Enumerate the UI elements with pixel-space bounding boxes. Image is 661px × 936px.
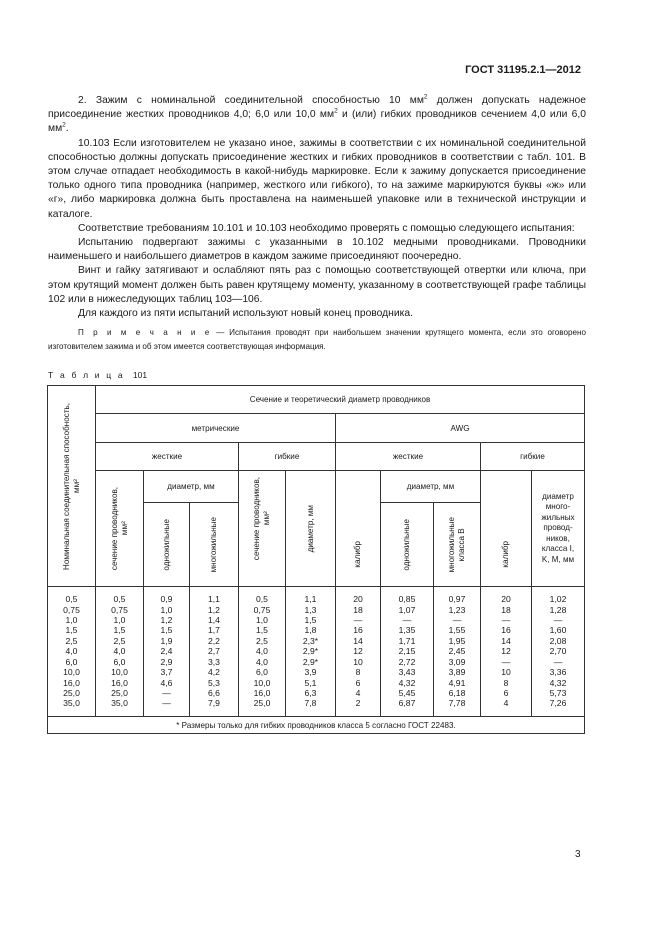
table-cell: 16,0 [63, 677, 80, 688]
standard-header: ГОСТ 31195.2.1—2012 [465, 64, 581, 76]
awg-flex-gauge-header: калибр [481, 471, 532, 587]
column-nominal [48, 587, 96, 717]
table-cell: 1,3 [304, 604, 317, 615]
table-cell: 20 [353, 594, 363, 605]
awg-gauge-header: калибр [336, 471, 381, 587]
table-cell: 4,2 [208, 667, 220, 678]
table-cell: 2,9* [302, 656, 319, 667]
table-cell: 1,2 [208, 604, 220, 615]
table-cell: — [402, 615, 412, 626]
table-cell: 3,36 [549, 667, 567, 678]
table-cell: 4,0 [256, 646, 268, 657]
table-cell: 2,15 [398, 646, 416, 657]
table-cell: 18 [501, 604, 511, 615]
table-cell: 25,0 [63, 687, 80, 698]
table-cell: 1,7 [208, 625, 220, 636]
table-cell: 10 [501, 667, 511, 678]
table-cell: 1,28 [549, 604, 567, 615]
table-cell: 10,0 [111, 667, 128, 678]
table-cell: 4,32 [398, 677, 416, 688]
table-cell: 4 [503, 698, 509, 709]
note-text: — Испытания проводят при наибольшем значении крутящего момента, если это оговорено изготовителем зажима и об этом имеется соответствующая информация. [48, 328, 586, 351]
paragraph-10-103: 10.103 Если изготовителем не указано иное, зажимы в соответствии с их номинальной соединительной способностью должны допускать присоединение жестких и гибких проводников в соответствии с табл. 101. В этом случае отпадает необходимость в какой-нибудь маркировке. Если к зажиму допускается присоединение только одного типа проводника (например, жесткого или гибкого), то на зажиме маркируются буквы «ж» или «г», либо маркировка должна быть проставлена на наименьшей упаковке или в технической инструкции и каталоге. [48, 137, 586, 220]
table-cell: 4,91 [448, 677, 466, 688]
table-cell: 1,0 [160, 604, 173, 615]
table-cell: — [162, 687, 171, 698]
table-cell: 1,02 [549, 594, 567, 605]
table-cell: 5,1 [304, 677, 317, 688]
table-cell: 0,9 [160, 594, 173, 605]
section-diameter-header: Сечение и теоретический диаметр проводников [96, 386, 585, 414]
table-cell: 2,3* [302, 635, 319, 646]
metric-rigid-header: жесткие [96, 443, 239, 471]
awg-diameter-header: диаметр, мм [381, 471, 481, 503]
awg-flexible-header: гибкие [481, 443, 585, 471]
page-number: 3 [575, 849, 581, 860]
table-cell: — [353, 615, 363, 626]
table-cell: 16,0 [111, 677, 128, 688]
table-cell: 1,2 [160, 615, 173, 626]
table-cell: 12 [501, 646, 511, 657]
table-cell: 1,0 [113, 615, 126, 626]
table-cell: 1,95 [448, 635, 466, 646]
flexible-diameter-header: диаметр, мм [286, 471, 336, 587]
table-cell: 6,18 [448, 687, 466, 698]
table-cell: 3,89 [448, 667, 466, 678]
table-cell: 4 [355, 687, 361, 698]
table-cell: 4,0 [113, 646, 126, 657]
table-cell: 8 [503, 677, 509, 688]
table-cell: 3,7 [160, 667, 173, 678]
awg-rigid-header: жесткие [336, 443, 481, 471]
table-cell: 1,9 [160, 635, 173, 646]
table-caption: Т а б л и ц а 101 [48, 370, 148, 380]
metric-multi-wire-header: многожильные [190, 503, 239, 587]
awg-single-wire-header: одножильные [381, 503, 434, 587]
table-cell: 6,3 [304, 687, 317, 698]
table-footnote: * Размеры только для гибких проводников класса 5 согласно ГОСТ 22483. [48, 717, 585, 734]
table-cell: 0,5 [256, 594, 268, 605]
table-cell: 1,5 [113, 625, 126, 636]
table-cell: — [501, 615, 511, 626]
table-cell: 10,0 [253, 677, 271, 688]
table-cell: 2,45 [448, 646, 466, 657]
table-cell: 2,5 [65, 635, 78, 646]
table-cell: 6,87 [398, 698, 416, 709]
table-cell: 18 [353, 604, 363, 615]
table-cell: 4,32 [549, 677, 567, 688]
table-cell: 6 [503, 687, 509, 698]
paragraph-new-end: Для каждого из пяти испытаний используют новый конец проводника. [78, 308, 413, 320]
metric-flexible-header: гибкие [239, 443, 336, 471]
body-text [48, 94, 586, 321]
table-cell: 1,5 [65, 625, 78, 636]
table-cell: 2,08 [549, 635, 567, 646]
table-cell: 6,0 [113, 656, 126, 667]
table-cell: 0,85 [398, 594, 416, 605]
table-cell: 0,75 [111, 604, 128, 615]
table-cell: 0,75 [63, 604, 80, 615]
table-cell: 2,4 [160, 646, 173, 657]
table-cell: 14 [501, 635, 511, 646]
table-cell: 1,07 [398, 604, 416, 615]
table-cell: 0,97 [448, 594, 466, 605]
paragraph-compliance: Соответствие требованиям 10.101 и 10.103 необходимо проверять с помощью следующего испытания: [78, 222, 575, 234]
table-cell: 2,9* [302, 646, 319, 657]
table-cell: 1,60 [549, 625, 567, 636]
column-awg-flex-diameter [532, 587, 585, 717]
table-cell: — [162, 698, 171, 709]
table-cell: 2 [355, 698, 361, 709]
rigid-section-header: сечение проводников, мм² [96, 471, 144, 587]
table-cell: — [553, 656, 563, 667]
column-awg-single [381, 587, 434, 717]
table-cell: 16 [353, 625, 363, 636]
table-cell: 1,1 [208, 594, 220, 605]
table-cell: 3,9 [304, 667, 317, 678]
table-cell: 1,71 [398, 635, 416, 646]
note [48, 326, 586, 353]
table-cell: 14 [353, 635, 363, 646]
table-cell: — [553, 615, 563, 626]
metric-single-wire-header: одножильные [144, 503, 190, 587]
column-flex-section [239, 587, 286, 717]
table-cell: 2,5 [113, 635, 126, 646]
paragraph-test: Испытанию подвергают зажимы с указанными в 10.102 медными проводниками. Проводники наименьшего и наибольшего диаметров в каждом зажиме присоединяют поочередно. [48, 237, 586, 263]
table-cell: 1,1 [304, 594, 317, 605]
table-cell: 25,0 [111, 687, 128, 698]
awg-header: AWG [336, 414, 585, 443]
table-cell: 3,09 [448, 656, 466, 667]
nominal-capacity-header: Номинальная соединительная способность, мм² [48, 386, 96, 587]
awg-multi-wire-header: многожильные класса B [434, 503, 481, 587]
table-cell: 4,6 [160, 677, 173, 688]
table-cell: 1,23 [448, 604, 466, 615]
table-cell: 1,5 [304, 615, 317, 626]
table-cell: 0,5 [65, 594, 78, 605]
table-cell: 5,73 [549, 687, 567, 698]
table-cell: 6,0 [65, 656, 78, 667]
table-cell: 35,0 [63, 698, 80, 709]
table-cell: 1,4 [208, 615, 220, 626]
table-cell: 2,5 [256, 635, 268, 646]
column-flex-diameter [286, 587, 336, 717]
table-cell: 16 [501, 625, 511, 636]
table-cell: 25,0 [253, 698, 271, 709]
table-cell: 1,5 [256, 625, 268, 636]
table-cell: — [501, 656, 511, 667]
table-cell: 2,2 [208, 635, 220, 646]
table-cell: 2,9 [160, 656, 173, 667]
table-cell: 1,0 [65, 615, 78, 626]
table-cell: 7,78 [448, 698, 466, 709]
table-cell: 2,70 [549, 646, 567, 657]
table-cell: 1,55 [448, 625, 466, 636]
table-cell: 0,75 [253, 604, 271, 615]
table-cell: 10 [353, 656, 363, 667]
table-cell: 6 [355, 677, 361, 688]
table-cell: 1,8 [304, 625, 317, 636]
table-cell: 35,0 [111, 698, 128, 709]
table-cell: 3,3 [208, 656, 220, 667]
column-awg-flex-gauge [481, 587, 532, 717]
table-cell: 4,0 [256, 656, 268, 667]
table-cell: 2,72 [398, 656, 416, 667]
table-cell: 6,6 [208, 687, 220, 698]
table-cell: 0,5 [113, 594, 126, 605]
column-awg-multi [434, 587, 481, 717]
awg-flex-diameter-header: диаметр много- жильных провод- ников, класса I, K, M, мм [532, 471, 585, 587]
metric-diameter-header: диаметр, мм [144, 471, 239, 503]
table-cell: 20 [501, 594, 511, 605]
table-cell: 7,8 [304, 698, 317, 709]
table-cell: 7,9 [208, 698, 220, 709]
table-cell: 4,0 [65, 646, 78, 657]
table-cell: 3,43 [398, 667, 416, 678]
table-cell: 1,5 [160, 625, 173, 636]
table-cell: — [452, 615, 462, 626]
column-single-diameter [144, 587, 190, 717]
table-cell: 16,0 [253, 687, 271, 698]
table-cell: 2,7 [208, 646, 220, 657]
column-awg-gauge [336, 587, 381, 717]
table-cell: 12 [353, 646, 363, 657]
column-multi-diameter [190, 587, 239, 717]
table-cell: 5,3 [208, 677, 220, 688]
metric-header: метрические [96, 414, 336, 443]
table-cell: 7,26 [549, 698, 567, 709]
table-cell: 6,0 [256, 667, 268, 678]
flexible-section-header: сечение проводников, мм² [239, 471, 286, 587]
table-cell: 10,0 [63, 667, 80, 678]
table-cell: 1,0 [256, 615, 268, 626]
table-101 [47, 385, 585, 734]
table-cell: 8 [355, 667, 361, 678]
paragraph-torque: Винт и гайку затягивают и ослабляют пять раз с помощью соответствующей отвертки или ключа, при этом крутящий момент должен быть равен крутящему моменту, указанному в соответствующей графе таблицы 102 или в нижеследующих таблиц 103—106. [48, 265, 586, 305]
paragraph-clamp-2: 2. Зажим с номинальной соединительной способностью 10 $мм^2$ должен допускать надежное присоединение жестких проводников 4,0; 6,0 или 10,0 $мм^2$ и (или) гибких проводников сечением 4,0 или 6,0 $мм^2$. [48, 93, 586, 135]
column-rigid-section [96, 587, 144, 717]
table-cell: 5,45 [398, 687, 416, 698]
note-label: П р и м е ч а н и е [78, 328, 212, 337]
table-cell: 1,35 [398, 625, 416, 636]
